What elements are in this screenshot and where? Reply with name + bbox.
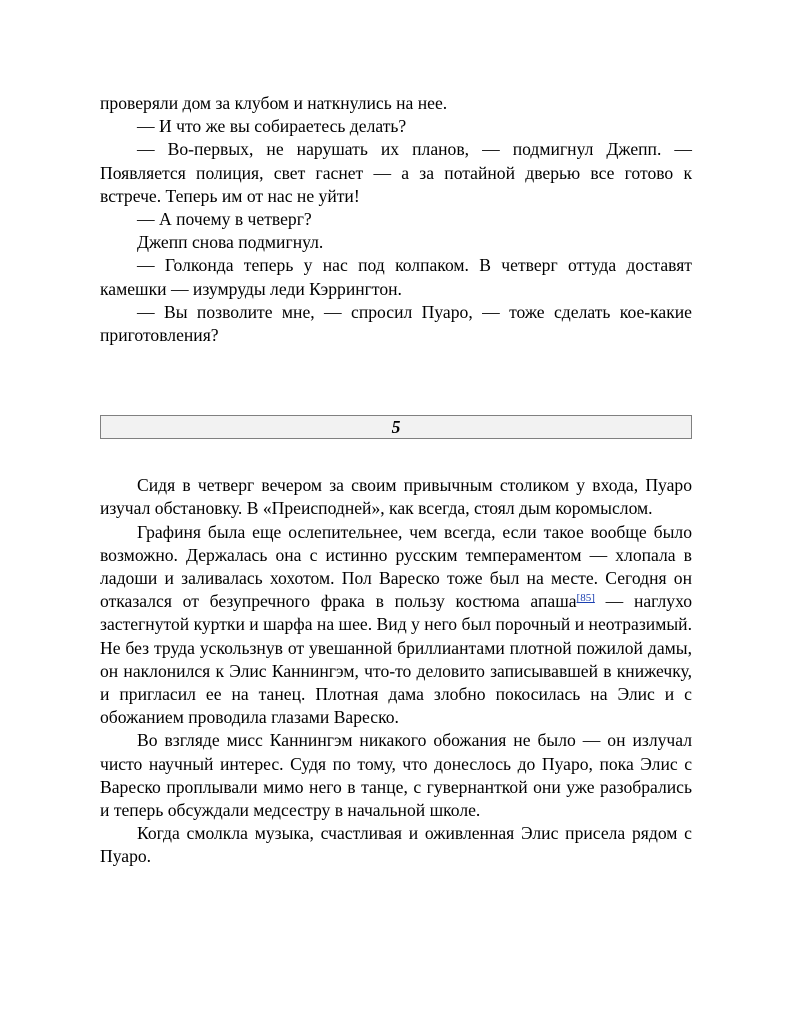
paragraph: Сидя в четверг вечером за своим привычным столиком у входа, Пуаро изучал обстановку. В «Преисподней», как всегда, стоял дым коромыслом. bbox=[100, 475, 692, 519]
dialogue-line: — И что же вы собираетесь делать? bbox=[137, 116, 407, 137]
chapter-section bbox=[100, 474, 692, 868]
top-section bbox=[100, 92, 692, 347]
dialogue-line: — Голконда теперь у нас под колпаком. В четверг оттуда доставят камешки — изумруды леди Кэррингтон. bbox=[100, 255, 692, 299]
dialogue-line: — А почему в четверг? bbox=[137, 209, 312, 230]
footnote-superscript bbox=[577, 592, 595, 604]
footnote-link[interactable]: [85] bbox=[576, 592, 595, 605]
paragraph: Когда смолкла музыка, счастливая и оживленная Элис присела рядом с Пуаро. bbox=[100, 823, 692, 867]
paragraph-with-footnote bbox=[100, 521, 692, 730]
paragraph: Во взгляде мисс Каннингэм никакого обожания не было — он излучал чисто научный интерес. Судя по тому, что донеслось до Пуаро, пока Элис с Вареско проплывали мимо него в танце, с гувернанткой они уже разобрались и теперь обсуждали медсестру в начальной школе. bbox=[100, 730, 692, 821]
chapter-heading bbox=[100, 415, 692, 439]
document-page bbox=[100, 92, 692, 869]
dialogue-line: — Во-первых, не нарушать их планов, — подмигнул Джепп. — Появляется полиция, свет гаснет — а за потайной дверью все готово к встрече. Теперь им от нас не уйти! bbox=[100, 139, 692, 206]
paragraph: Джепп снова подмигнул. bbox=[137, 232, 324, 253]
paragraph-continuation: проверяли дом за клубом и наткнулись на нее. bbox=[100, 93, 448, 113]
paragraph-text: Графиня была еще ослепительнее, чем всегда, если такое вообще было возможно. Держалась она с истинно русским темпераментом — хлопала в ладоши и заливалась хохотом. Пол Вареско тоже был на месте. Сегодня он отказался от безупречного фрака в пользу костюма апаша bbox=[100, 521, 692, 612]
chapter-number: 5 bbox=[391, 417, 401, 438]
dialogue-line: — Вы позволите мне, — спросил Пуаро, — тоже сделать кое-какие приготовления? bbox=[100, 301, 692, 346]
paragraph-text: — наглухо застегнутой куртки и шарфа на шее. Вид у него был порочный и неотразимый. Не без труда ускользнув от увешанной бриллиантами плотной пожилой дамы, он наклонился к Элис Каннингэм, что-то деловито записывавшей в книжечку, и пригласил ее на танец. Плотная дама злобно покосилась на Элис и с обожанием проводила глазами Вареско. bbox=[100, 591, 692, 728]
